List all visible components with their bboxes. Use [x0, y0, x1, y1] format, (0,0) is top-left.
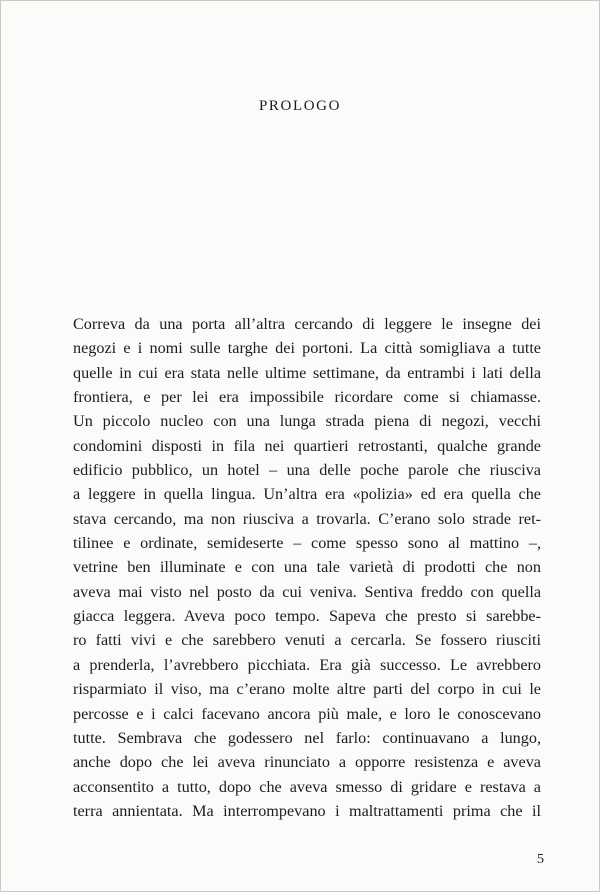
text-line: ro fatti vivi e che sarebbero venuti a cercarla. Se fossero riusciti: [73, 631, 541, 650]
text-line: a leggere in quella lingua. Un’altra era «polizia» ed era quella che: [73, 485, 541, 504]
text-line: terra annientata. Ma interrompevano i maltrattamenti prima che il: [73, 801, 541, 820]
text-line: tilinee e ordinate, semideserte – come spesso sono al mattino –,: [73, 534, 541, 553]
text-line: condomini disposti in fila nei quartieri retrostanti, qualche grande: [73, 436, 541, 455]
text-line: edificio pubblico, un hotel – una delle poche parole che riusciva: [73, 461, 541, 480]
text-line: negozi e i nomi sulle targhe dei portoni. La città somigliava a tutte: [73, 339, 541, 358]
text-line: risparmiato il viso, ma c’erano molte altre parti del corpo in cui le: [73, 680, 541, 699]
page-number: 5: [537, 852, 544, 867]
text-line: vetrine ben illuminate e con una tale varietà di prodotti che non: [73, 558, 541, 577]
text-line: Un piccolo nucleo con una lunga strada piena di negozi, vecchi: [73, 412, 541, 431]
text-line: Correva da una porta all’altra cercando di leggere le insegne dei: [73, 315, 541, 333]
text-line: percosse e i calci facevano ancora più male, e loro le conoscevano: [73, 704, 541, 723]
body-text: [73, 312, 541, 823]
text-line: a prenderla, l’avrebbero picchiata. Era già successo. Le avrebbero: [73, 655, 541, 674]
text-line: aveva mai visto nel posto da cui veniva. Sentiva freddo con quella: [73, 582, 541, 601]
text-line: quelle in cui era stata nelle ultime settimane, da entrambi i lati della: [73, 363, 541, 382]
text-line: tutte. Sembrava che godessero nel farlo: continuavano a lungo,: [73, 728, 541, 747]
text-line: anche dopo che lei aveva rinunciato a opporre resistenza e aveva: [73, 753, 541, 772]
text-line: frontiera, e per lei era impossibile ricordare come si chiamasse.: [73, 388, 541, 407]
chapter-title: PROLOGO: [258, 98, 342, 114]
text-line: acconsentito a tutto, dopo che aveva smesso di gridare e restava a: [73, 777, 541, 796]
text-line: giacca leggera. Aveva poco tempo. Sapeva che presto si sarebbe-: [73, 607, 541, 626]
text-line: stava cercando, ma non riusciva a trovarla. C’erano solo strade ret-: [73, 509, 541, 528]
